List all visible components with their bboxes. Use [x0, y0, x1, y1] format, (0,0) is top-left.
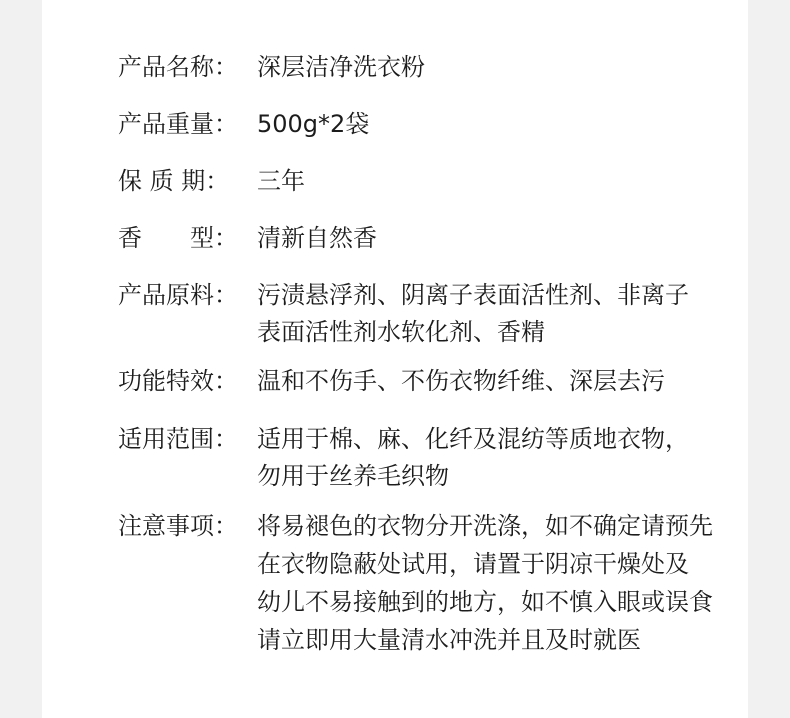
- notes-line: 幼儿不易接触到的地方，如不慎入眼或误食: [257, 588, 713, 616]
- product-name-row: [118, 50, 757, 84]
- product-info-card: [42, 0, 748, 718]
- product-weight-row: [118, 107, 757, 141]
- scope-value: [257, 422, 757, 496]
- function-value: [257, 364, 757, 398]
- ingredients-value: [257, 278, 757, 352]
- shelf-life-label: 保 质 期：: [118, 167, 230, 195]
- scope-label: 适用范围：: [118, 425, 238, 453]
- scope-line: 勿用于丝养毛织物: [257, 462, 449, 490]
- product-name-line: 深层洁净洗衣粉: [257, 53, 425, 81]
- notes-value: [257, 509, 757, 661]
- ingredients-row: [118, 278, 757, 352]
- product-weight-label: 产品重量：: [118, 110, 238, 138]
- shelf-life-row: [118, 164, 757, 198]
- ingredients-line: 污渍悬浮剂、阴离子表面活性剂、非离子: [257, 281, 689, 309]
- notes-row: [118, 509, 757, 661]
- fragrance-line: 清新自然香: [257, 224, 377, 252]
- fragrance-label: 香 型：: [118, 224, 238, 252]
- shelf-life-value: [257, 164, 757, 198]
- scope-line: 适用于棉、麻、化纤及混纺等质地衣物，: [257, 425, 689, 453]
- product-weight-line: 500g*2袋: [257, 110, 370, 138]
- function-label: 功能特效：: [118, 367, 238, 395]
- fragrance-value: [257, 221, 757, 255]
- shelf-life-line: 三年: [257, 167, 305, 195]
- ingredients-label: 产品原料：: [118, 281, 238, 309]
- notes-line: 将易褪色的衣物分开洗涤，如不确定请预先: [257, 512, 713, 540]
- fragrance-row: [118, 221, 757, 255]
- notes-line: 请立即用大量清水冲洗并且及时就医: [257, 626, 641, 654]
- function-row: [118, 364, 757, 398]
- notes-label: 注意事项：: [118, 512, 238, 540]
- ingredients-line: 表面活性剂水软化剂、香精: [257, 318, 545, 346]
- notes-line: 在衣物隐蔽处试用，请置于阴凉干燥处及: [257, 550, 689, 578]
- function-line: 温和不伤手、不伤衣物纤维、深层去污: [257, 367, 665, 395]
- product-name-label: 产品名称：: [118, 53, 238, 81]
- product-weight-value: [257, 107, 757, 141]
- scope-row: [118, 422, 757, 496]
- product-name-value: [257, 50, 757, 84]
